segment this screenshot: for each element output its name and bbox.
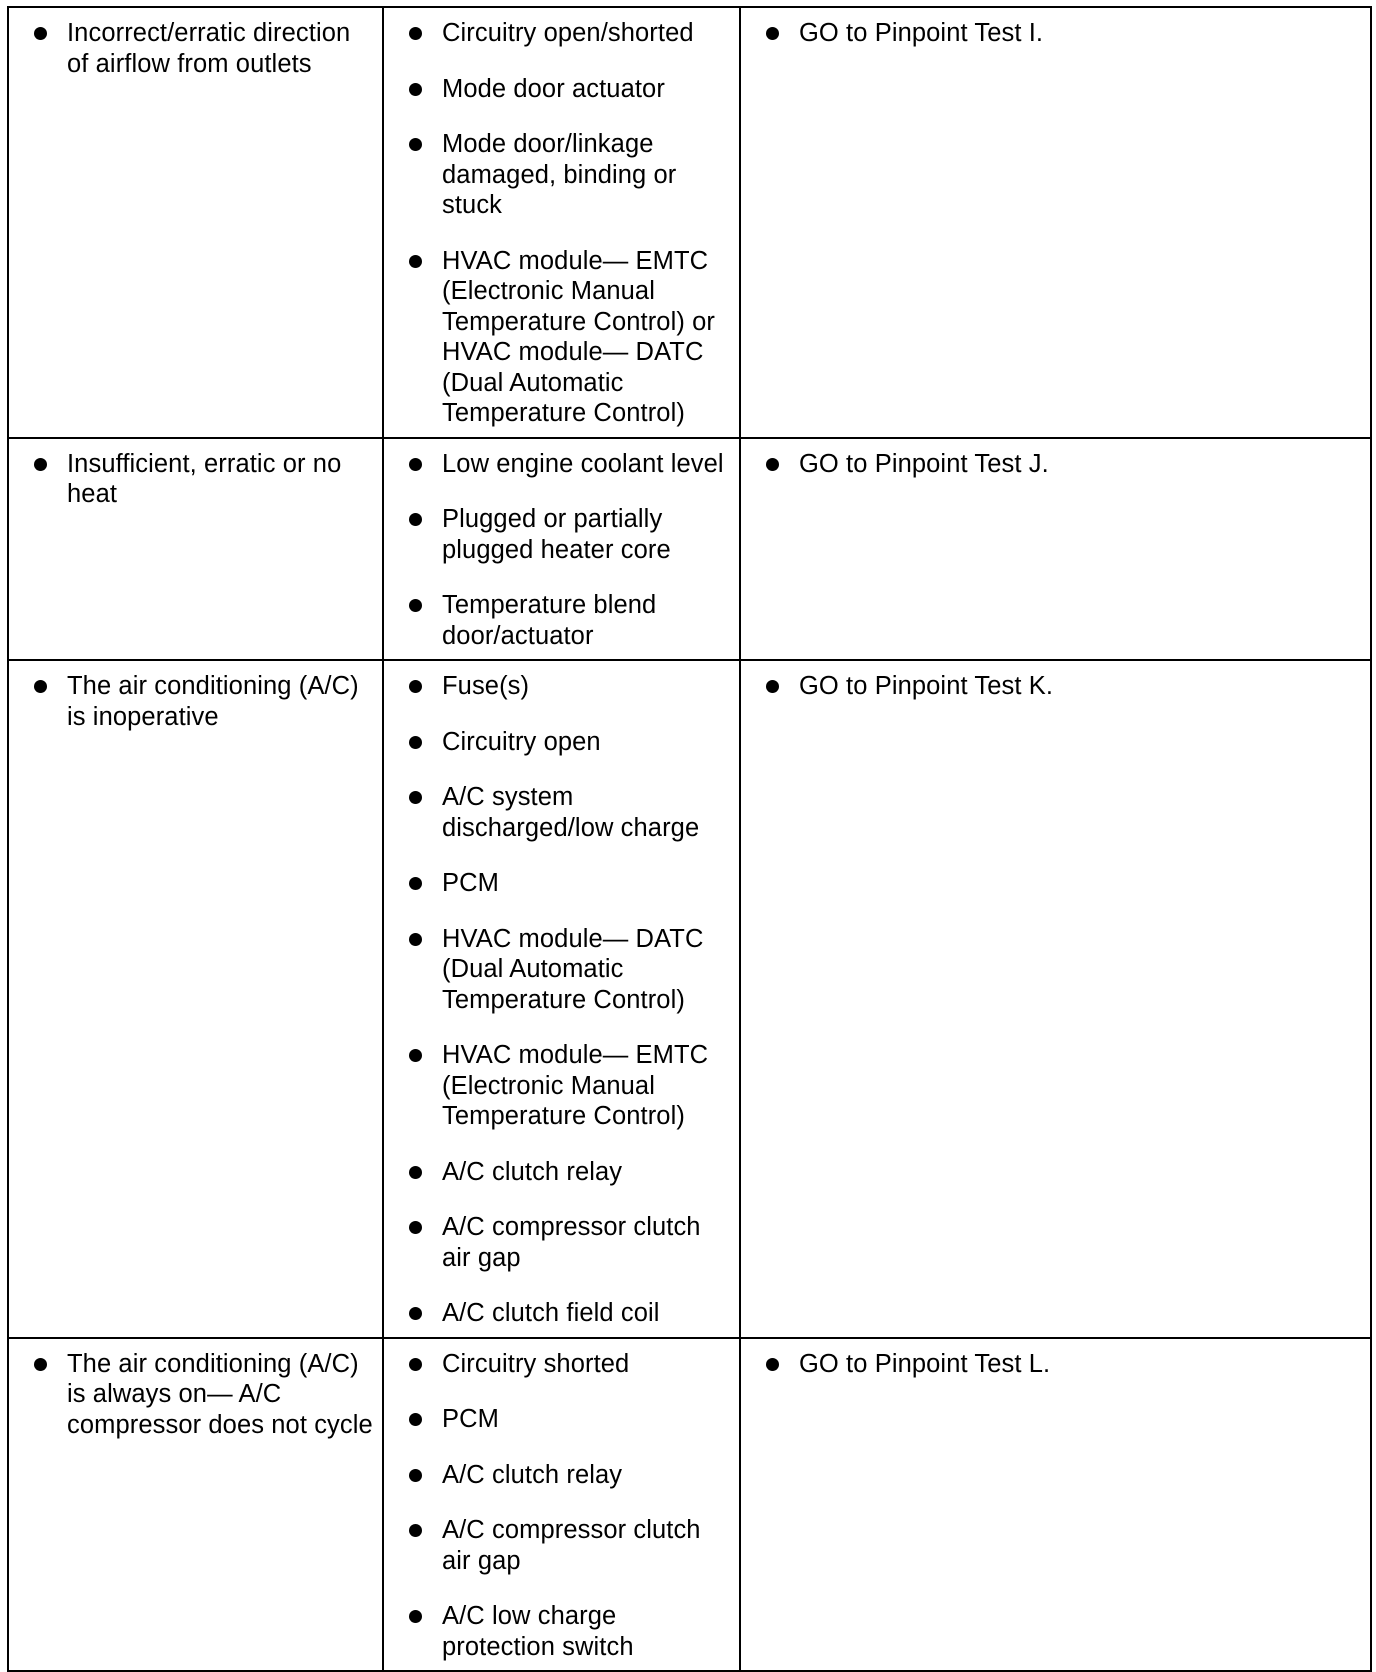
symptom-cell bbox=[8, 1338, 383, 1672]
symptom-item: Insufficient, erratic or no heat bbox=[23, 449, 374, 510]
bullet-icon bbox=[409, 458, 422, 471]
source-item: Low engine coolant level bbox=[398, 449, 731, 480]
symptom-cell bbox=[8, 660, 383, 1338]
symptom-item: The air conditioning (A/C) is inoperative bbox=[23, 671, 374, 732]
action-cell bbox=[740, 660, 1371, 1338]
action-item: GO to Pinpoint Test L. bbox=[755, 1349, 1362, 1380]
source-item: A/C compressor clutch air gap bbox=[398, 1212, 731, 1273]
bullet-icon bbox=[409, 736, 422, 749]
source-item: Circuitry open bbox=[398, 727, 731, 758]
source-item: Fuse(s) bbox=[398, 671, 731, 702]
action-item: GO to Pinpoint Test K. bbox=[755, 671, 1362, 702]
bullet-icon bbox=[409, 1221, 422, 1234]
bullet-icon bbox=[766, 1358, 779, 1371]
bullet-icon bbox=[409, 1358, 422, 1371]
bullet-icon bbox=[766, 680, 779, 693]
table-row bbox=[8, 1338, 1371, 1672]
symptom-item: Incorrect/erratic direction of airflow from outlets bbox=[23, 18, 374, 79]
source-item: Circuitry shorted bbox=[398, 1349, 731, 1380]
bullet-icon bbox=[409, 1166, 422, 1179]
bullet-icon bbox=[409, 255, 422, 268]
action-item: GO to Pinpoint Test J. bbox=[755, 449, 1362, 480]
table-row bbox=[8, 7, 1371, 438]
bullet-icon bbox=[409, 1524, 422, 1537]
bullet-icon bbox=[409, 1413, 422, 1426]
bullet-icon bbox=[766, 27, 779, 40]
symptom-chart-table bbox=[7, 6, 1372, 1672]
source-item: A/C clutch relay bbox=[398, 1157, 731, 1188]
source-item: HVAC module— EMTC (Electronic Manual Temperature Control) or HVAC module— DATC (Dual Automatic Temperature Control) bbox=[398, 246, 731, 429]
action-cell bbox=[740, 438, 1371, 661]
table-row bbox=[8, 438, 1371, 661]
source-item: Plugged or partially plugged heater core bbox=[398, 504, 731, 565]
bullet-icon bbox=[409, 1307, 422, 1320]
possible-source-cell bbox=[383, 660, 740, 1338]
source-item: A/C compressor clutch air gap bbox=[398, 1515, 731, 1576]
bullet-icon bbox=[409, 83, 422, 96]
source-item: HVAC module— EMTC (Electronic Manual Temperature Control) bbox=[398, 1040, 731, 1132]
possible-source-cell bbox=[383, 1338, 740, 1672]
table-row bbox=[8, 660, 1371, 1338]
bullet-icon bbox=[34, 680, 47, 693]
bullet-icon bbox=[409, 1610, 422, 1623]
bullet-icon bbox=[409, 599, 422, 612]
source-item: Temperature blend door/actuator bbox=[398, 590, 731, 651]
action-item: GO to Pinpoint Test I. bbox=[755, 18, 1362, 49]
action-cell bbox=[740, 1338, 1371, 1672]
source-item: Mode door/linkage damaged, binding or stuck bbox=[398, 129, 731, 221]
source-item: A/C clutch relay bbox=[398, 1460, 731, 1491]
action-cell bbox=[740, 7, 1371, 438]
bullet-icon bbox=[409, 1049, 422, 1062]
bullet-icon bbox=[34, 458, 47, 471]
symptom-item: The air conditioning (A/C) is always on— A/C compressor does not cycle bbox=[23, 1349, 374, 1441]
source-item: PCM bbox=[398, 868, 731, 899]
bullet-icon bbox=[766, 458, 779, 471]
source-item: PCM bbox=[398, 1404, 731, 1435]
possible-source-cell bbox=[383, 438, 740, 661]
symptom-cell bbox=[8, 7, 383, 438]
bullet-icon bbox=[409, 791, 422, 804]
bullet-icon bbox=[409, 680, 422, 693]
source-item: A/C system discharged/low charge bbox=[398, 782, 731, 843]
bullet-icon bbox=[409, 27, 422, 40]
bullet-icon bbox=[409, 933, 422, 946]
bullet-icon bbox=[409, 138, 422, 151]
bullet-icon bbox=[409, 513, 422, 526]
bullet-icon bbox=[409, 877, 422, 890]
bullet-icon bbox=[34, 27, 47, 40]
possible-source-cell bbox=[383, 7, 740, 438]
source-item: A/C low charge protection switch bbox=[398, 1601, 731, 1662]
source-item: HVAC module— DATC (Dual Automatic Temperature Control) bbox=[398, 924, 731, 1016]
source-item: Circuitry open/shorted bbox=[398, 18, 731, 49]
bullet-icon bbox=[34, 1358, 47, 1371]
source-item: Mode door actuator bbox=[398, 74, 731, 105]
source-item: A/C clutch field coil bbox=[398, 1298, 731, 1329]
symptom-cell bbox=[8, 438, 383, 661]
bullet-icon bbox=[409, 1469, 422, 1482]
